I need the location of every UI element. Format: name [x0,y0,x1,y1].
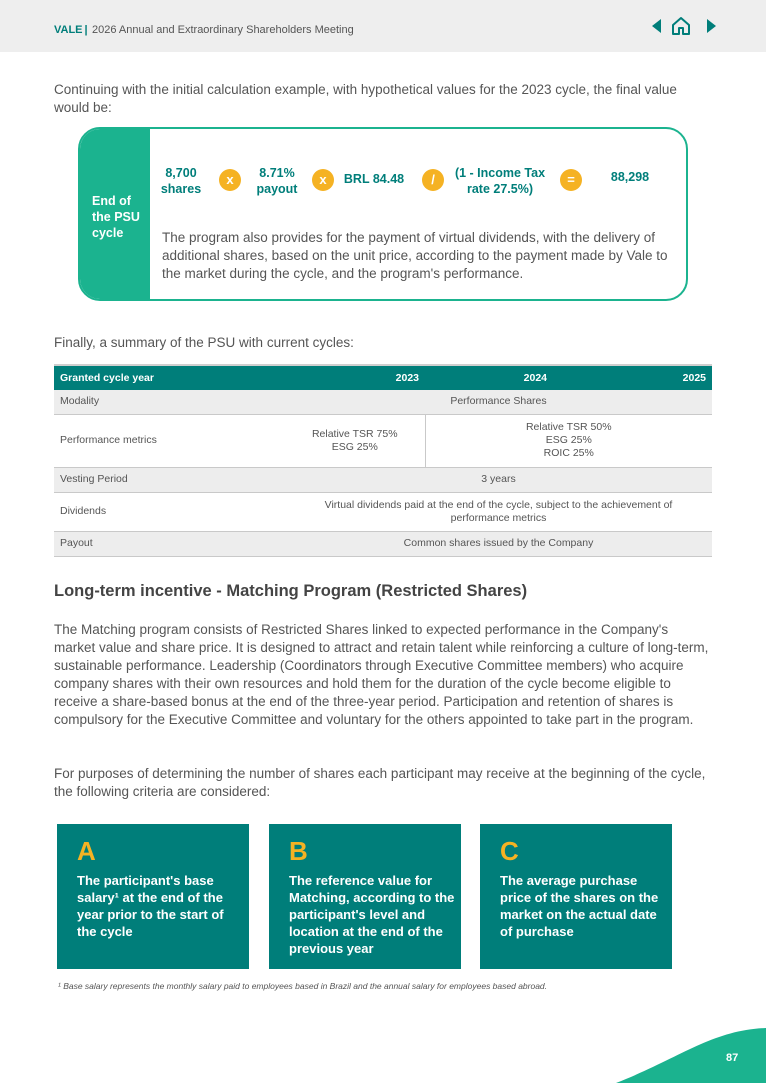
criteria-intro-paragraph: For purposes of determining the number of shares each participant may receive at the beginning of the cycle, the following criteria are considered: [54,766,706,799]
criteria-letter: A [77,836,96,866]
formula-shares: 8,700 shares [160,166,202,196]
criteria-text: The participant's base salary¹ at the end of the year prior to the start of the cycle [77,873,224,939]
divide-operator: / [422,169,444,191]
meeting-title: 2026 Annual and Extraordinary Shareholders Meeting [92,24,354,36]
row-label-vesting: Vesting Period [54,467,285,492]
row-value-metrics-2024-2025: Relative TSR 50% ESG 25% ROIC 25% [425,414,712,467]
row-value-metrics-2023: Relative TSR 75% ESG 25% [285,414,425,467]
row-value-modality: Performance Shares [285,390,712,414]
formula-result: 88,298 [610,170,650,184]
footnote: ¹ Base salary represents the monthly salary paid to employees based in Brazil and the annual salary for employees based abroad. [58,981,548,991]
formula-price: BRL 84.48 [343,172,405,186]
summary-intro: Finally, a summary of the PSU with current cycles: [54,335,354,350]
table-header-label: Granted cycle year [54,365,285,390]
section-heading: Long-term incentive - Matching Program (Restricted Shares) [54,582,528,600]
equals-operator: = [560,169,582,191]
matching-program-paragraph: The Matching program consists of Restricted Shares linked to expected performance in the Company's market value and share price. It is designed to attract and retain talent while reinforcing a culture of long-term, sustainable performance. Leadership (Coordinators through Executive Committee members) who acquire company shares with their own resources and hold them for the duration of the cycle become eligible to receive a share-based bonus at the end of the three-year period. Participation and retention of shares is compulsory for the Executive Committee and voluntary for the others appointed to take part in the program. [54,622,709,727]
formula-payout: 8.71% payout [256,166,298,196]
table-header-2023: 2023 [285,365,425,390]
row-value-dividends: Virtual dividends paid at the end of the cycle, subject to the achievement of performance metrics [285,492,712,531]
callout-side-label: End of the PSU cycle [92,194,140,240]
row-label-payout: Payout [54,531,285,556]
intro-paragraph: Continuing with the initial calculation example, with hypothetical values for the 2023 cycle, the final value would be: [54,82,677,115]
table-header-2025: 2025 [553,365,712,390]
criteria-letter: B [289,836,308,866]
criteria-text: The average purchase price of the shares on the market on the actual date of purchase [500,873,659,939]
row-value-vesting: 3 years [285,467,712,492]
row-label-dividends: Dividends [54,492,285,531]
formula-income-tax: (1 - Income Tax rate 27.5%) [454,166,546,196]
callout-text: The program also provides for the payment of virtual dividends, with the delivery of additional shares, based on the unit price, according to the payment made by Vale to the market during the cycle, and the program's performance. [162,230,668,281]
page-number: 87 [726,1052,739,1064]
table-header-2024: 2024 [425,365,553,390]
brand-name: VALE | [54,24,88,36]
criteria-text: The reference value for Matching, according to the participant's level and location at the end of the previous year [289,873,455,956]
multiply-operator: x [312,169,334,191]
row-label-metrics: Performance metrics [54,414,285,467]
row-label-modality: Modality [54,390,285,414]
row-value-payout: Common shares issued by the Company [285,531,712,556]
criteria-letter: C [500,836,519,866]
multiply-operator: x [219,169,241,191]
